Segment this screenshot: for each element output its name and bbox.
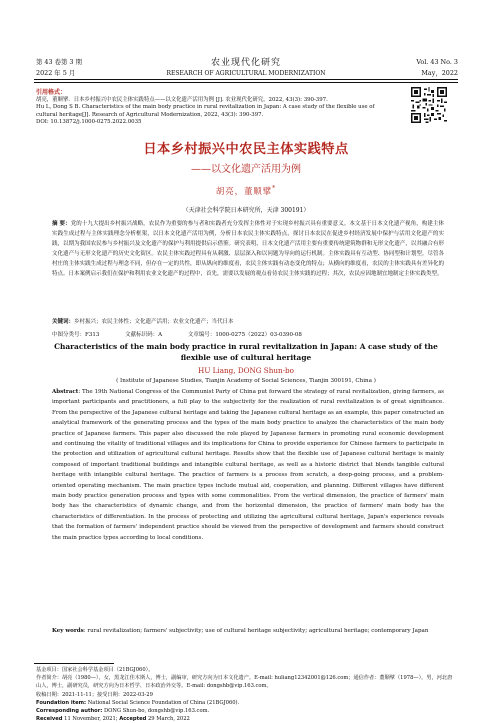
classification-line bbox=[52, 331, 444, 339]
date-zh: 2022 年 5 月 bbox=[36, 69, 76, 77]
corresponding-en bbox=[36, 707, 456, 715]
citation-label: 引用格式： bbox=[36, 89, 67, 96]
header-rule-thick bbox=[34, 79, 458, 80]
article-title-en: Characteristics of the main body practice in rural revitalization in Japan: A case study of the flexible use of cultural heritage bbox=[54, 342, 438, 362]
corresponding-mark: * bbox=[272, 185, 277, 193]
fund-en-text: National Social Science Foundation of China (21BGJ060). bbox=[86, 699, 240, 706]
footnote-rule bbox=[34, 663, 114, 664]
received-en-label: Received bbox=[36, 716, 63, 723]
authors-zh bbox=[0, 185, 492, 197]
date-en: May，2022 bbox=[421, 69, 458, 77]
fund-en-label: Foundation item: bbox=[36, 699, 87, 706]
keywords-en bbox=[52, 626, 444, 636]
citation-doi: DOI: 10.13872/j.1000-0275.2022.0035 bbox=[36, 119, 142, 126]
header-volume-date-en bbox=[416, 57, 458, 79]
keywords-zh bbox=[52, 317, 444, 327]
abstract-en-text: : The 19th National Congress of the Communist Party of China put forward the strategy of rural revitalization, giving farmers, as important participants and practitioners, a full play to the subjectivity for the realization of rural revitalization is of great significance. From the perspective of the Japanese cultural heritage and taking the Japanese cultural heritage as an example, this paper constructed an analytical framework of the generating process and the types of the main body practice to analyze the characteristics of the main body practice of Japanese farmers. This paper also discussed the role played by Japanese farmers in promoting rural economic development and continuing the vitality of traditional villages and its implications for China to provide experience for Chinese farmers to participate in the protection and utilization of agricultural cultural heritage. Results show that the flexible use of Japanese cultural heritage is mainly composed of important traditional buildings and intangible cultural heritage, as well as a historic district that blends tangible cultural heritage with intangible cultural heritage. The practice of farmers is a process from scratch, a deep-going process, and a problem-oriented operating mechanism. The main practice types include mutual aid, cooperation, and planning. Different villages have different main body practice generation process and types with some commonalities. From the vertical dimension, the practice of farmers' main body has the characteristics of dynamic change, and from the horizontal dimension, the practice of farmers' main body has the characteristics of differentiation. In the process of protecting and utilizing the agricultural cultural heritage, Japan's experience reveals that the formation of farmers' independent practice should be viewed from the perspective of development and farmers should construct the main practice types according to local conditions. bbox=[52, 389, 444, 541]
keywords-zh-text: 乡村振兴；农民主体性；文化遗产活用；农业文化遗产；当代日本 bbox=[74, 319, 234, 325]
journal-name-zh: 农业现代化研究 bbox=[210, 58, 281, 68]
received-zh: 收稿日期：2021-11-11；接受日期：2022-03-29 bbox=[36, 691, 153, 698]
volume-zh: 第 43 卷第 3 期 bbox=[36, 58, 82, 66]
citation-zh: 胡亮，董顺擘．日本乡村振兴中农民主体实践特点——以文化遗产活用为例 [J]. 农业现代化研究，2022, 43(3): 390-397. bbox=[36, 96, 328, 103]
citation-block bbox=[36, 89, 386, 127]
keywords-zh-label: 关键词： bbox=[52, 319, 75, 325]
abstract-en-label: Abstract bbox=[52, 389, 79, 395]
corresponding-en-label: Corresponding author: bbox=[36, 708, 103, 715]
abstract-zh-label: 摘 要： bbox=[52, 221, 71, 227]
keywords-en-label: Key words bbox=[52, 628, 84, 634]
abstract-zh bbox=[52, 219, 444, 279]
affiliation-zh: （天津社会科学院日本研究所，天津 300191） bbox=[182, 207, 310, 214]
dates-en bbox=[36, 715, 456, 723]
header-rule-thin bbox=[34, 82, 458, 83]
fund-en bbox=[36, 699, 456, 707]
document-code: 文献标识码：A bbox=[125, 332, 163, 338]
corresponding-en-text: DONG Shun-bo, dongshb@vip.163.com. bbox=[102, 708, 210, 715]
affiliation-en: ( Institute of Japanese Studies, Tianjin Academy of Social Sciences, Tianjin 300191, China ) bbox=[116, 378, 376, 384]
qr-code-icon bbox=[411, 87, 447, 123]
keywords-en-text: : rural revitalization; farmers' subjectivity; use of cultural heritage subjectivity; agricultural heritage; contemporary Japan bbox=[83, 628, 429, 634]
article-subtitle-zh: ——以文化遗产活用为例 bbox=[191, 164, 301, 175]
citation-en: Hu L, Dong S B. Characteristics of the main body practice in rural revitalization in Japan: A case study of the flexible use of cultural heritage[J]. Research of Agricultural Modernization, 2022, 43(3): 390-397. bbox=[36, 104, 375, 118]
article-number: 文章编号：1000-0275（2022）03-0390-08 bbox=[187, 332, 302, 338]
journal-name-en: RESEARCH OF AGRICULTURAL MODERNIZATION bbox=[166, 70, 326, 77]
accepted-en-text: 29 March, 2022 bbox=[146, 716, 190, 723]
accepted-en-label: Accepted bbox=[119, 716, 147, 723]
article-title-zh: 日本乡村振兴中农民主体实践特点 bbox=[143, 142, 349, 157]
abstract-en bbox=[52, 387, 444, 543]
author-info-zh: 作者简介：胡亮（1980—），女，黑龙江佳木斯人，博士，副编审，研究方向为日本文化遗产。E-mail: huliang12342001@126.com；通信作者：董顺擘（1978—），男，河北唐山人，博士，副研究员，研究方向为日本哲学、日本政治外交等。E-mail: dongshb@vip.163.com。 bbox=[36, 675, 453, 690]
authors-en: HU Liang, DONG Shun-bo bbox=[198, 366, 294, 375]
authors-zh-names: 胡亮，董顺擘 bbox=[215, 186, 273, 196]
footnotes bbox=[36, 666, 456, 723]
clc-number: 中图分类号：F313 bbox=[52, 332, 100, 338]
received-en-text: 11 November, 2021; bbox=[62, 716, 120, 723]
abstract-zh-text: 党的十九大提出乡村振兴战略，农民作为重要的参与者和实践者充分发挥主体性对于实现乡村振兴具有重要意义。本文基于日本文化遗产视角，构建主体实践生成过程与主体实践理念分析框架，以日本文化遗产活用为例，分析日本农民主体实践特点，探讨日本农民在促进乡村经济发展中保护与活用文化遗产的实践，以期为我国农民参与乡村振兴及文化遗产的保护与利用提供启示借鉴。研究表明，日本文化遗产活用主要有重要传统建筑物群和无形文化遗产，以其融合有形文化遗产与无形文化遗产的历史文化街区。农民主体实践过程具有从刺激、层层深入和以问题为导向的运行机制。主体实践具有互动型、协同型和计划型。尽管各村庄的主体实践生成过程与理念不同，但存在一定的共性，即从纵向的维度看，农民主体实践有动态变化的特点；从横向的维度看，农民的主体实践具有差异化的特点。日本案例启示我们在保护和利用农业文化遗产的过程中，首先，需要以发展的观点看待农民主体实践的过程；其次，农民应因地制宜地制定主体实践类型。 bbox=[52, 221, 444, 277]
volume-en: Vol. 43 No. 3 bbox=[416, 58, 458, 66]
fund-zh: 基金项目：国家社会科学基金项目（21BGJ060）。 bbox=[36, 667, 154, 673]
